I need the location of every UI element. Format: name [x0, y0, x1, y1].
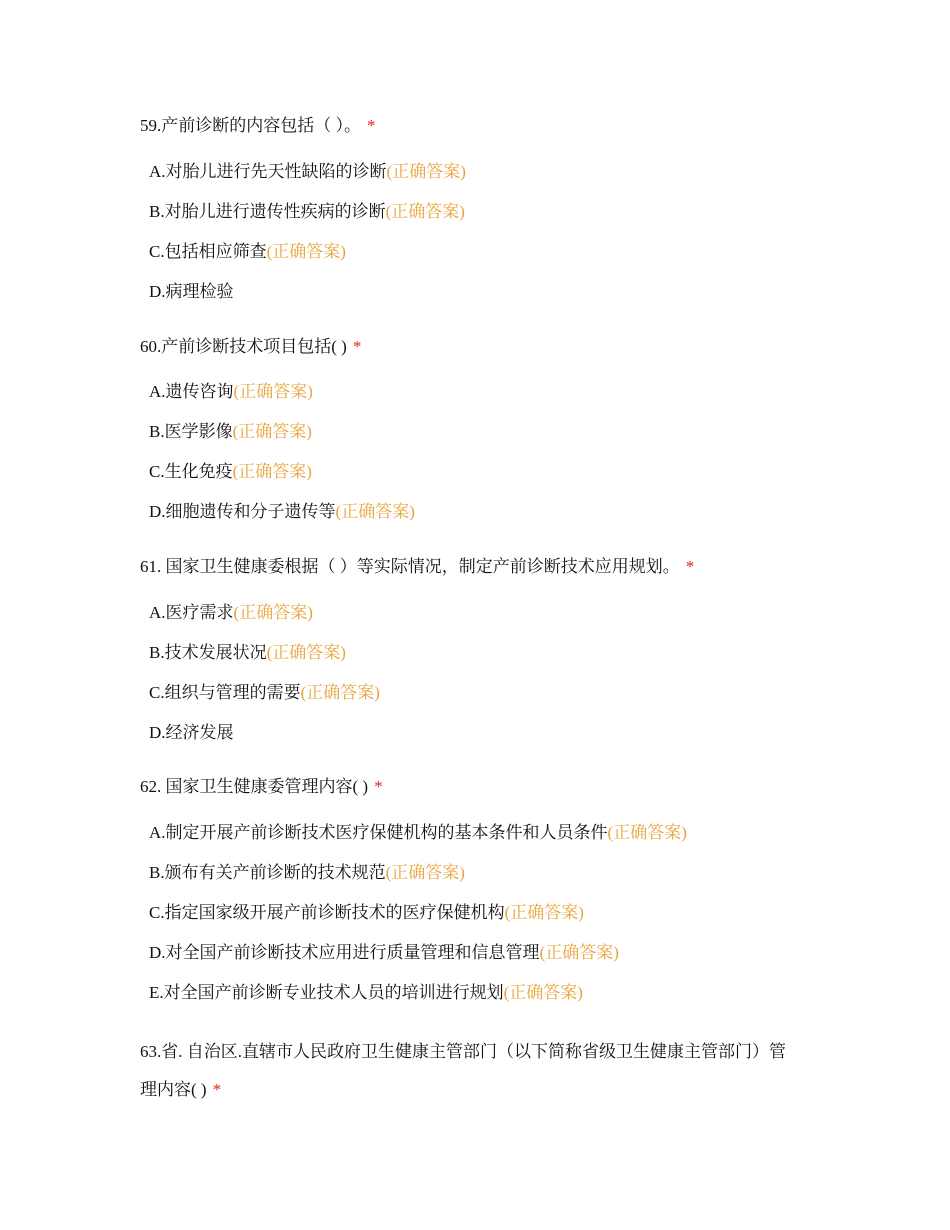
option-text: D.病理检验 — [149, 282, 234, 301]
correct-answer-mark: (正确答案) — [539, 943, 619, 962]
question-text: 59.产前诊断的内容包括（ ）。 — [140, 116, 361, 135]
option-a[interactable] — [149, 380, 313, 404]
option-text: D.经济发展 — [149, 723, 234, 742]
correct-answer-mark: (正确答案) — [385, 202, 465, 221]
question-title — [140, 111, 810, 141]
correct-answer-mark: (正确答案) — [386, 162, 466, 181]
question-text: 63.省. 自治区.直辖市人民政府卫生健康主管部门（以下简称省级卫生健康主管部门）管理内容( ) — [140, 1042, 786, 1099]
option-b[interactable] — [149, 420, 312, 444]
option-text: A.制定开展产前诊断技术医疗保健机构的基本条件和人员条件 — [149, 823, 608, 842]
option-b[interactable] — [149, 861, 465, 885]
correct-answer-mark: (正确答案) — [504, 903, 584, 922]
correct-answer-mark: (正确答案) — [300, 683, 380, 702]
option-text: D.对全国产前诊断技术应用进行质量管理和信息管理 — [149, 943, 540, 962]
question-text: 61. 国家卫生健康委根据（ ）等实际情况，制定产前诊断技术应用规划。 — [140, 557, 680, 576]
option-d[interactable] — [149, 721, 234, 745]
option-text: D.细胞遗传和分子遗传等 — [149, 502, 336, 521]
question-text: 62. 国家卫生健康委管理内容( ) — [140, 777, 369, 796]
option-text: A.医疗需求 — [149, 603, 234, 622]
option-a[interactable] — [149, 160, 466, 184]
correct-answer-mark: (正确答案) — [233, 603, 313, 622]
option-text: C.组织与管理的需要 — [149, 683, 301, 702]
option-text: E.对全国产前诊断专业技术人员的培训进行规划 — [149, 983, 504, 1002]
option-b[interactable] — [149, 200, 465, 224]
correct-answer-mark: (正确答案) — [335, 502, 415, 521]
question-text: 60.产前诊断技术项目包括( ) — [140, 337, 347, 356]
option-d[interactable] — [149, 941, 619, 965]
option-c[interactable] — [149, 681, 380, 705]
required-mark: * — [212, 1080, 222, 1099]
option-text: A.遗传咨询 — [149, 382, 234, 401]
question-title — [140, 772, 810, 802]
correct-answer-mark: (正确答案) — [266, 643, 346, 662]
option-text: A.对胎儿进行先天性缺陷的诊断 — [149, 162, 387, 181]
required-mark: * — [367, 116, 376, 135]
question-title — [140, 552, 820, 582]
question-title — [140, 332, 810, 362]
option-d[interactable] — [149, 500, 415, 524]
option-text: B.对胎儿进行遗传性疾病的诊断 — [149, 202, 386, 221]
correct-answer-mark: (正确答案) — [503, 983, 583, 1002]
option-c[interactable] — [149, 240, 346, 264]
option-text: C.指定国家级开展产前诊断技术的医疗保健机构 — [149, 903, 505, 922]
correct-answer-mark: (正确答案) — [232, 422, 312, 441]
correct-answer-mark: (正确答案) — [607, 823, 687, 842]
option-text: B.医学影像 — [149, 422, 233, 441]
option-e[interactable] — [149, 981, 583, 1005]
required-mark: * — [352, 337, 362, 356]
option-a[interactable] — [149, 601, 313, 625]
correct-answer-mark: (正确答案) — [385, 863, 465, 882]
option-text: B.技术发展状况 — [149, 643, 267, 662]
correct-answer-mark: (正确答案) — [233, 382, 313, 401]
correct-answer-mark: (正确答案) — [232, 462, 312, 481]
correct-answer-mark: (正确答案) — [266, 242, 346, 261]
option-b[interactable] — [149, 641, 346, 665]
option-d[interactable] — [149, 280, 234, 304]
option-text: B.颁布有关产前诊断的技术规范 — [149, 863, 386, 882]
option-c[interactable] — [149, 460, 312, 484]
option-text: C.包括相应筛查 — [149, 242, 267, 261]
option-a[interactable] — [149, 821, 687, 845]
option-c[interactable] — [149, 901, 584, 925]
required-mark: * — [374, 777, 383, 796]
question-title — [140, 1033, 800, 1109]
required-mark: * — [685, 557, 695, 576]
option-text: C.生化免疫 — [149, 462, 233, 481]
